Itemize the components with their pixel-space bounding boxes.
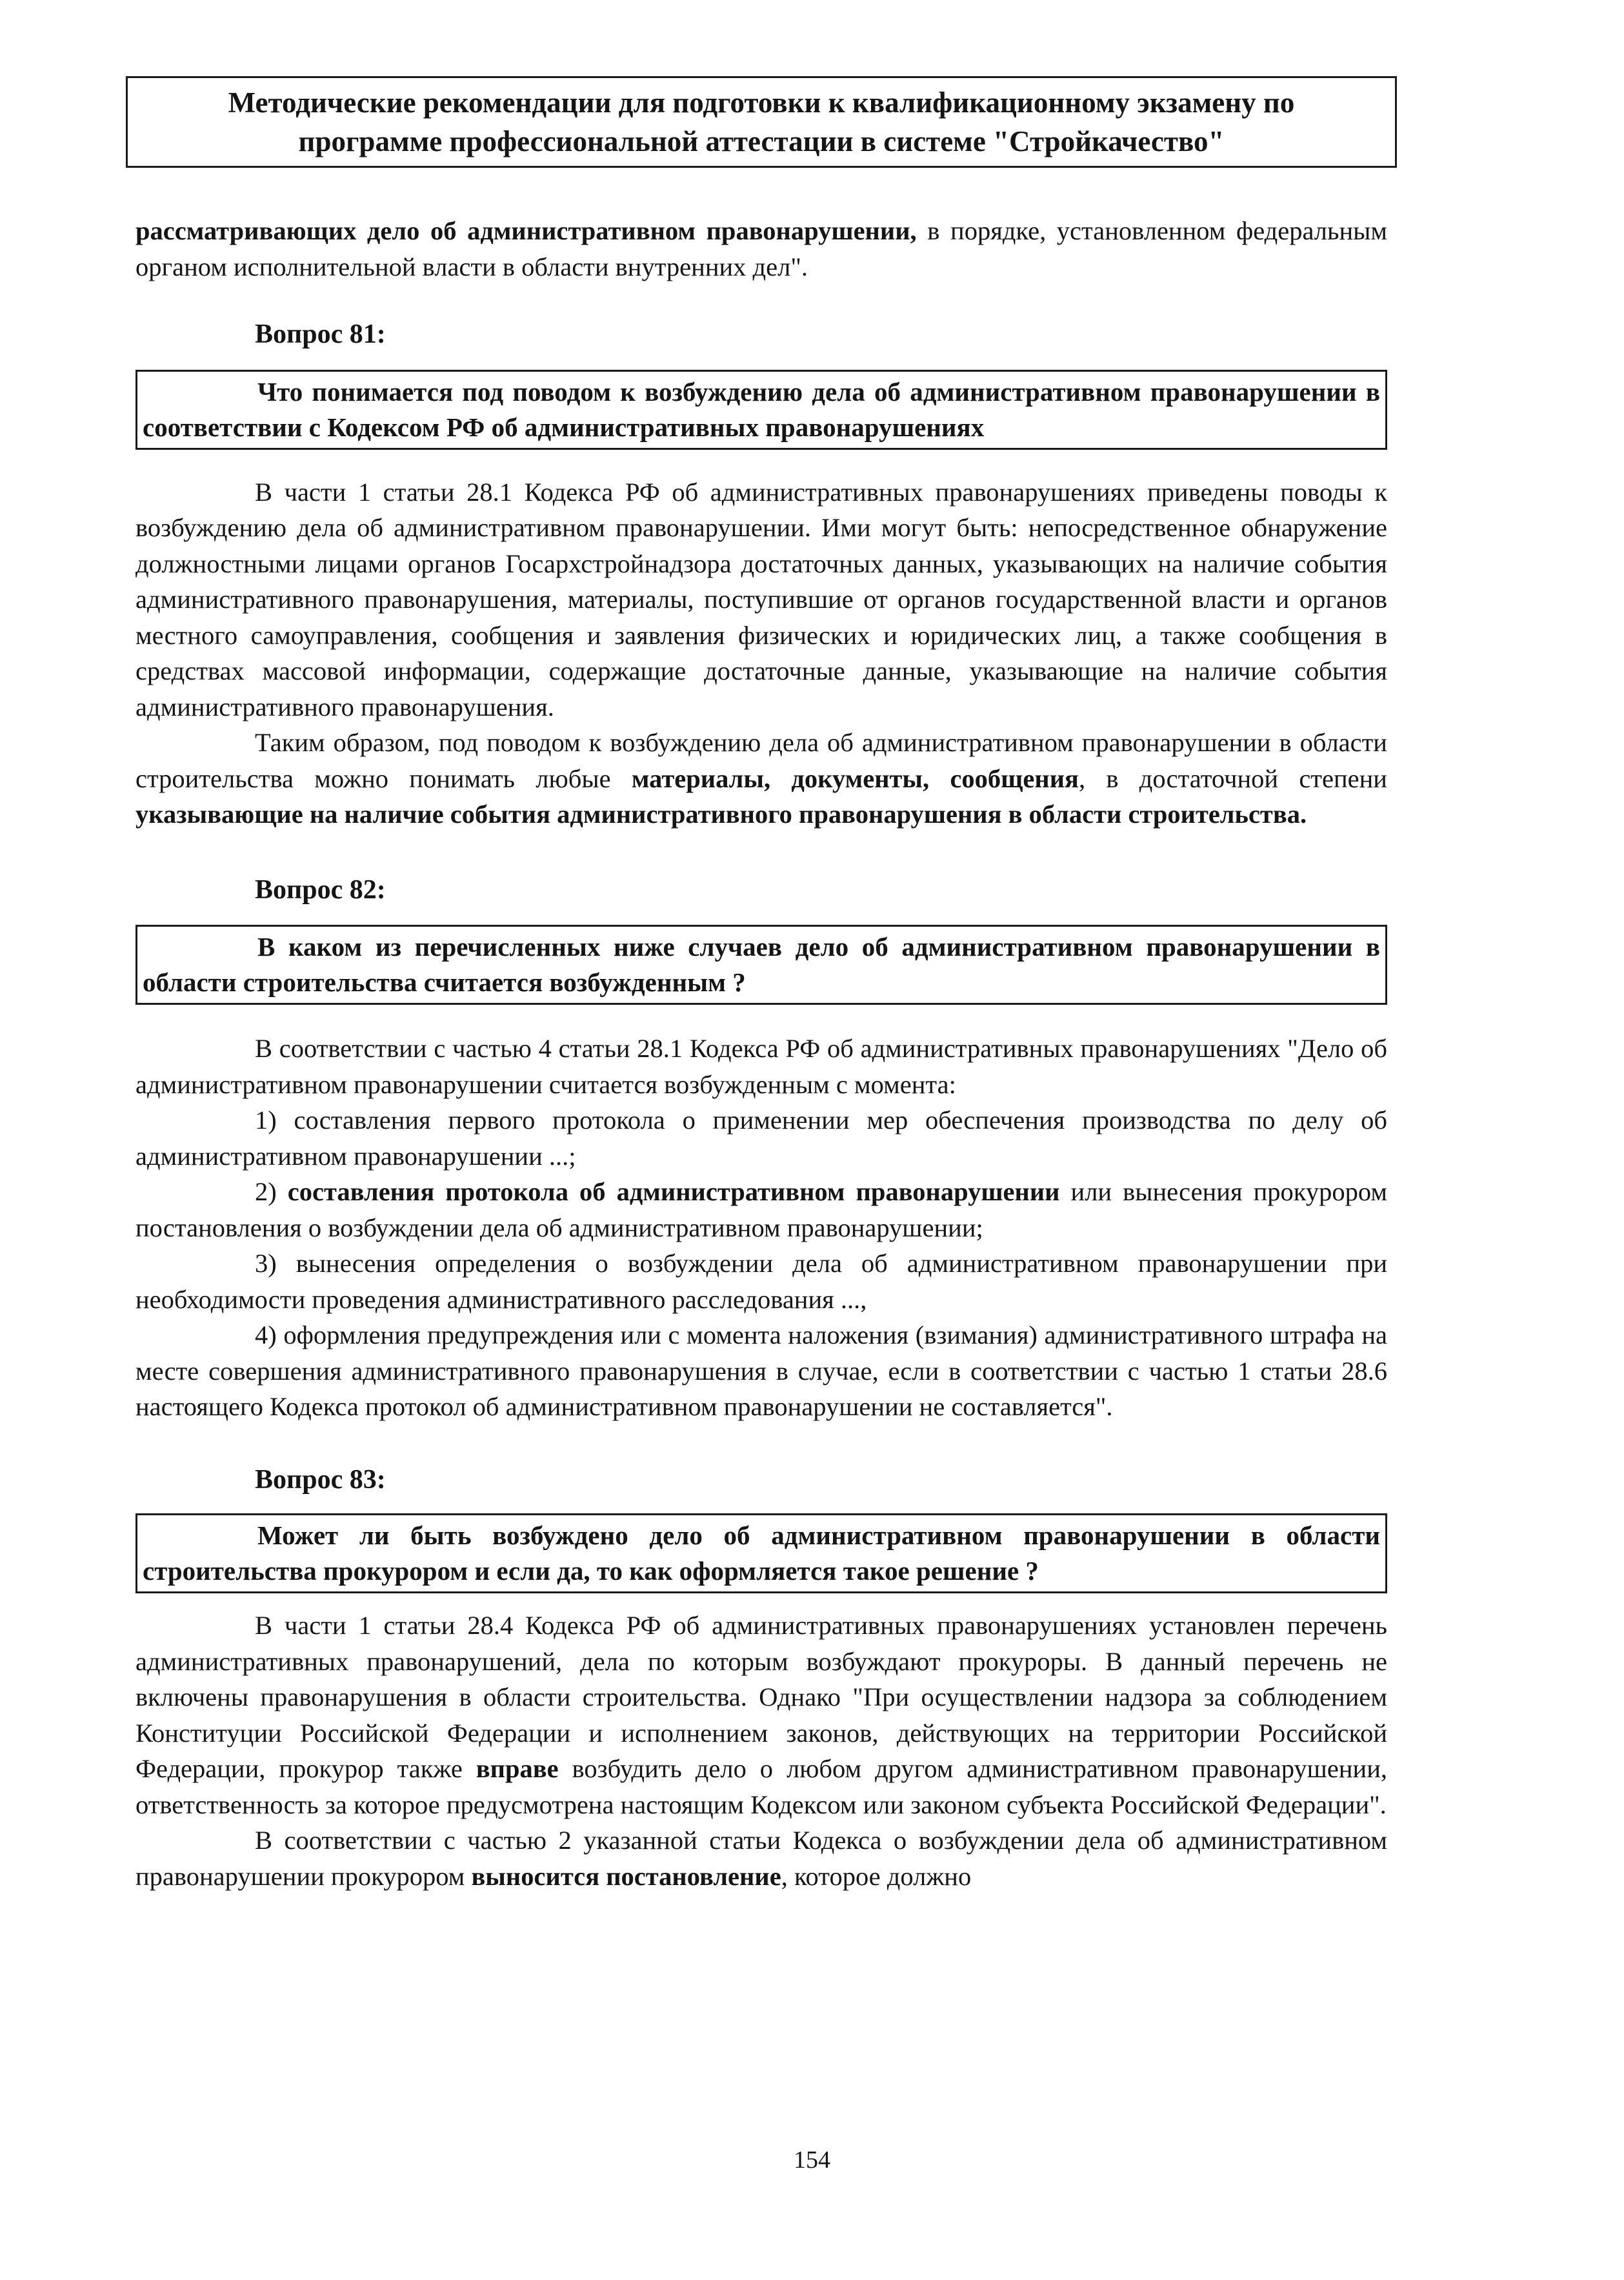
answer-81-paragraph-2: [135, 725, 1387, 832]
header-line-1: Методические рекомендации для подготовки к квалификационному экзамену по: [228, 86, 1295, 119]
answer-81-p2-text-b: , в достаточной степени: [1078, 763, 1387, 793]
page-number: 154: [794, 2146, 830, 2174]
answer-81-p2-bold-a: материалы, документы, сообщения: [631, 763, 1079, 793]
question-83-box: [135, 1513, 1387, 1593]
answer-81-paragraph-1: В части 1 статьи 28.1 Кодекса РФ об административных правонарушениях приведены поводы к возбуждению дела об административном правонарушении. Ими могут быть: непосредственное обнаружение должностными лицами органов Госархстройнадзора достаточных данных, указывающих на наличие события административного правонарушения, материалы, поступившие от органов государственной власти и органов местного самоуправления, сообщения и заявления физических и юридических лиц, а также сообщения в средствах массовой информации, содержащие достаточные данные, указывающие на наличие события административного правонарушения.: [135, 477, 1387, 721]
answer-82-item-2: [135, 1174, 1387, 1246]
document-body: [135, 213, 1387, 1894]
question-81-box: [135, 370, 1387, 450]
answer-83-p2-text-b: , которое должно: [781, 1861, 972, 1891]
question-82-box: [135, 925, 1387, 1005]
question-82-text: В каком из перечисленных ниже случаев дело об административном правонарушении в области строительства считается возбужденным ?: [143, 932, 1380, 997]
answer-82-item-2-text: или вынесения прокурором постановления о возбуждении дела об административном правонарушении;: [135, 1177, 1387, 1242]
answer-82-item-3: 3) вынесения определения о возбуждении дела об административном правонарушении при необходимости проведения административного расследования ...,: [135, 1249, 1387, 1314]
question-82-heading: Вопрос 82:: [255, 874, 386, 905]
answer-82-paragraph-1: В соответствии с частью 4 статьи 28.1 Кодекса РФ об административных правонарушениях "Дело об административном правонарушении считается возбужденным с момента:: [135, 1034, 1387, 1099]
answer-83-p1-text-b: возбудить дело о любом другом административном правонарушении, ответственность за которое предусмотрена настоящим Кодексом или законом субъекта Российской Федерации".: [135, 1754, 1387, 1819]
answer-81-p2-text-a: Таким образом, под поводом к возбуждению дела об административном правонарушении в области строительства можно понимать любые: [135, 728, 1387, 793]
intro-text: в порядке, установленном федеральным органом исполнительной власти в области внутренних дел".: [135, 216, 1387, 281]
question-81-heading: Вопрос 81:: [255, 319, 386, 349]
answer-83-p1-text-a: В части 1 статьи 28.4 Кодекса РФ об административных правонарушениях установлен перечень административных правонарушений, дела по которым возбуждают прокуроры. В данный перечень не включены правонарушения в области строительства. Однако "При осуществлении надзора за соблюдением Конституции Российской Федерации и исполнением законов, действующих на территории Российской Федерации, прокурор также: [135, 1611, 1387, 1783]
question-83-heading: Вопрос 83:: [255, 1464, 386, 1495]
document-header: [126, 76, 1397, 168]
answer-81-p2-bold-b: указывающие на наличие события административного правонарушения в области строительства.: [135, 800, 1307, 829]
answer-83-p2-bold: выносится постановление: [471, 1861, 781, 1891]
answer-82-item-1: 1) составления первого протокола о применении мер обеспечения производства по делу об административном правонарушении ...;: [135, 1105, 1387, 1171]
intro-bold-text: рассматривающих дело об административном правонарушении,: [135, 216, 917, 245]
answer-82-item-2-number: 2): [255, 1177, 288, 1206]
question-83-text: Может ли быть возбуждено дело об административном правонарушении в области строительства прокурором и если да, то как оформляется такое решение ?: [143, 1520, 1380, 1586]
answer-83-p1-bold: вправе: [476, 1754, 559, 1783]
question-81-text: Что понимается под поводом к возбуждению дела об административном правонарушении в соответствии с Кодексом РФ об административных правонарушениях: [143, 376, 1380, 442]
intro-paragraph: [135, 213, 1387, 285]
answer-83-p2-text-a: В соответствии с частью 2 указанной статьи Кодекса о возбуждении дела об административном правонарушении прокурором: [135, 1826, 1387, 1891]
answer-83-paragraph-1: [135, 1608, 1387, 1822]
answer-83-paragraph-2: [135, 1822, 1387, 1894]
header-line-2: программе профессиональной аттестации в системе "Стройкачество": [298, 125, 1225, 157]
answer-82-item-4: 4) оформления предупреждения или с момента наложения (взимания) административного штрафа на месте совершения административного правонарушения в случае, если в соответствии с частью 1 статьи 28.6 настоящего Кодекса протокол об административном правонарушении не составляется".: [135, 1320, 1387, 1421]
answer-82-item-2-bold: составления протокола об административном правонарушении: [287, 1177, 1060, 1206]
